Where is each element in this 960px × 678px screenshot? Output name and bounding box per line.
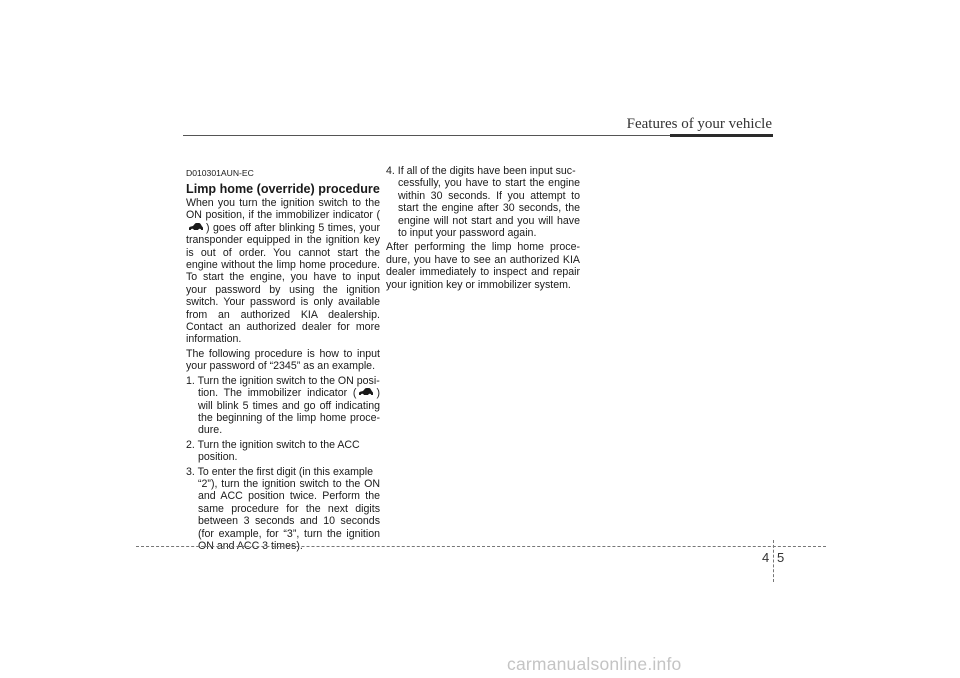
intro-paragraph xyxy=(186,197,380,346)
immobilizer-car-icon xyxy=(358,387,374,397)
section-code: D010301AUN-EC xyxy=(186,168,254,178)
closing-paragraph: After performing the limp home proce- dure, you have to see an authorized KIA dealer immediately to inspect and repair your ignition key or immobilizer system. xyxy=(386,241,580,291)
chapter-number: 4 xyxy=(762,550,770,565)
step-1 xyxy=(186,375,380,437)
step-3 xyxy=(186,466,380,553)
step-4-lead: 4. If all of the digits have been input suc- xyxy=(386,165,576,177)
step-2 xyxy=(186,439,380,464)
page-number-divider xyxy=(773,540,774,582)
step-4 xyxy=(386,165,580,239)
step-1-lead: 1. Turn the ignition switch to the ON posi- xyxy=(186,374,380,387)
immobilizer-car-icon xyxy=(188,222,204,232)
left-column xyxy=(186,168,380,554)
step-1-text-b: ) will blink 5 times and go off indicating the beginning of the limp home proce- dure. xyxy=(198,387,380,437)
step-2-body: position. xyxy=(198,451,238,464)
page-number: 5 xyxy=(777,550,785,565)
example-paragraph: The following procedure is how to input your password of “2345” as an example. xyxy=(186,347,380,373)
footer-rule xyxy=(136,546,826,547)
step-1-text-a: tion. The immobilizer indicator ( xyxy=(198,387,357,400)
header-rule-accent xyxy=(670,134,773,137)
watermark: carmanualsonline.info xyxy=(507,654,682,674)
step-3-body: “2”), turn the ignition switch to the ON and ACC position twice. Perform the same procedure for the next digits between 3 seconds and 10 seconds (for example, for “3”, turn the ignition ON and ACC 3 times). xyxy=(198,477,380,552)
header-title: Features of your vehicle xyxy=(626,116,772,132)
step-4-body: cessfully, you have to start the engine within 30 seconds. If you attempt to start the engine after 30 seconds, the engine will not start and you will have to input your password again. xyxy=(398,177,580,240)
step-1-body xyxy=(186,387,380,437)
intro-text-a: When you turn the ignition switch to the ON position, if the immobilizer indicator ( xyxy=(186,197,380,222)
intro-text-b: ) goes off after blinking 5 times, your transponder equipped in the ignition key is out of order. You cannot start the engine without the limp home procedure. To start the engine, you have to input your password by using the ignition switch. Your password is only available from an authorized KIA dealership. Contact an authorized dealer for more information. xyxy=(186,221,380,346)
step-2-lead: 2. Turn the ignition switch to the ACC xyxy=(186,438,360,451)
section-title: Limp home (override) procedure xyxy=(186,182,380,196)
step-3-lead: 3. To enter the first digit (in this example xyxy=(186,465,374,478)
right-column xyxy=(386,165,580,293)
